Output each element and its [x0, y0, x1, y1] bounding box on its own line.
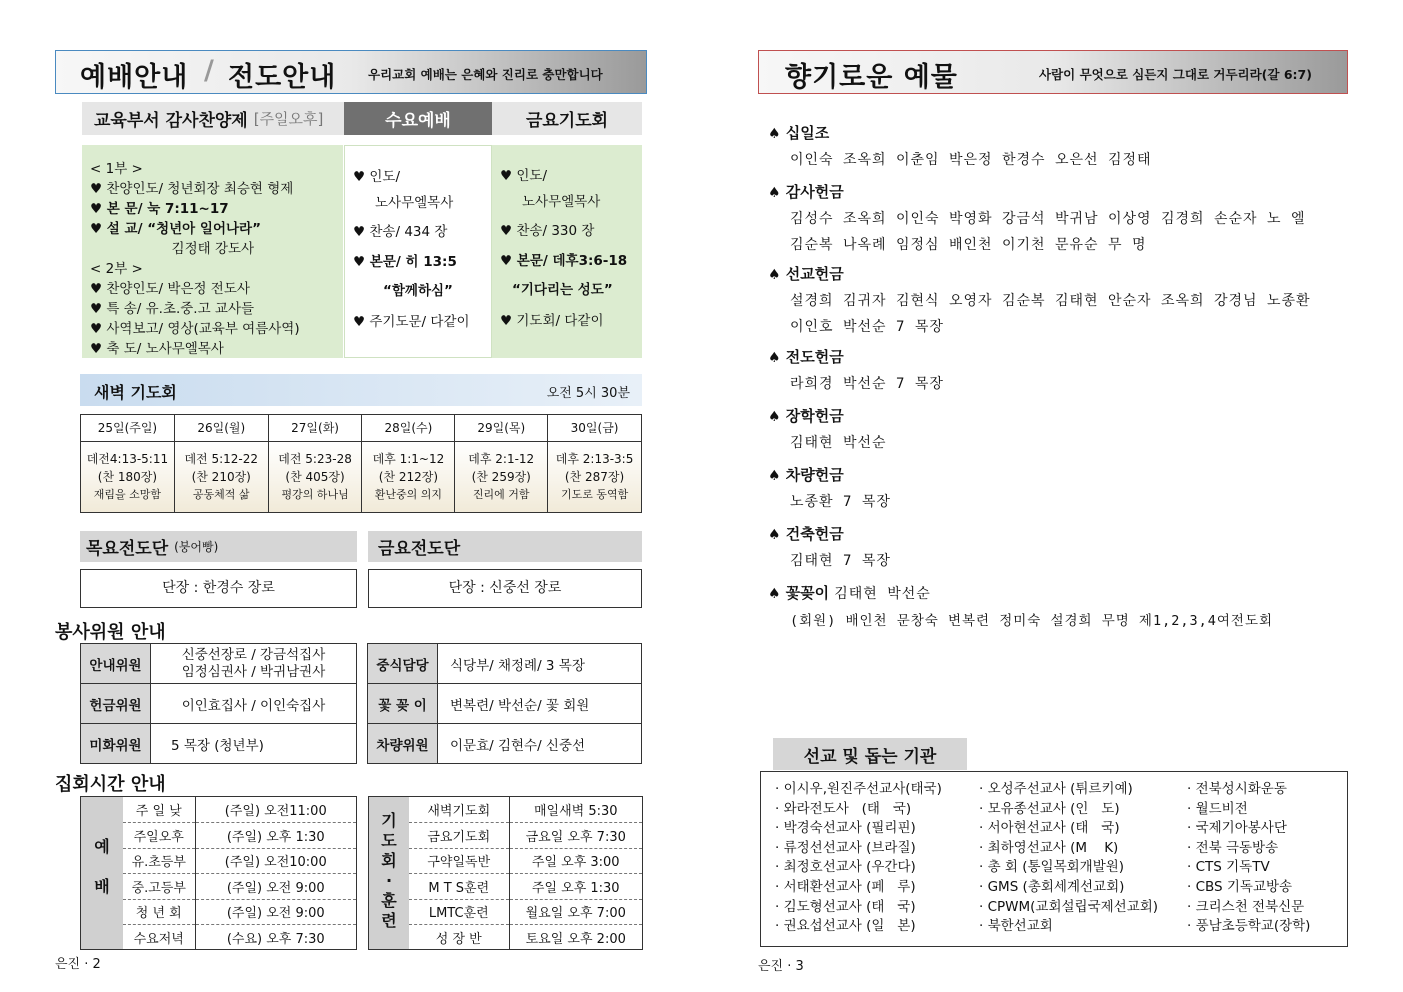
dawn-hymn: (찬 287장)	[564, 470, 625, 484]
offering-group	[768, 263, 1348, 346]
offering-names: 김태현 7 목장	[790, 553, 891, 569]
left-subtitle: 우리교회 예배는 은혜와 진리로 충만합니다	[368, 67, 603, 82]
offering-names: 설경희 김귀자 김현식 오영자 김순복 김태현 안순자 조옥희 강경님 노종환	[790, 293, 1311, 309]
spade-icon: ♠	[768, 409, 781, 425]
volunteer-value-line: 임정심권사 / 박귀남권사	[181, 663, 326, 680]
program-line: “기다리는 성도”	[512, 282, 613, 298]
friday-team-leader: 단장 : 신중선 장로	[368, 569, 642, 608]
meeting-name: 성 장 반	[409, 925, 509, 951]
org-item: · 국제기아봉사단	[1187, 820, 1287, 837]
program-line: ♥ 본문/ 히 13:5	[353, 254, 457, 270]
dawn-cell	[174, 442, 268, 513]
offering-heading-label: 감사헌금	[785, 183, 844, 201]
offering-heading	[768, 346, 1348, 367]
org-item: · 와라전도사 (태 국)	[775, 800, 912, 817]
spade-icon: ♠	[768, 185, 781, 201]
dawn-hymn: (찬 180장)	[97, 470, 158, 484]
program-line: ♥ 찬송/ 330 장	[500, 223, 595, 239]
volunteer-value-line: 신중선장로 / 강금석집사	[181, 646, 326, 663]
offering-names: 김태현 박선순	[790, 435, 887, 451]
offering-heading	[768, 523, 1348, 544]
orgs-column-1	[775, 780, 942, 937]
dawn-passage: 데전 5:23-28	[278, 452, 352, 466]
offering-heading-label: 십일조	[785, 124, 830, 142]
tab-friday-prayer: 금요기도회	[492, 102, 642, 135]
meeting-name: 주 일 낮	[123, 797, 195, 823]
spade-icon: ♠	[768, 468, 781, 484]
program-line: ♥ 본 문/ 눅 7:11~17	[90, 201, 229, 217]
meeting-name: LMTC훈련	[409, 899, 509, 925]
program-line: 김정태 강도사	[90, 241, 255, 257]
offering-group	[768, 464, 1348, 523]
dawn-prayer-table	[80, 414, 642, 513]
volunteer-value: 변복련/ 박선순/ 꽃 회원	[438, 684, 642, 724]
org-item: · 풍남초등학교(장학)	[1187, 918, 1311, 935]
program-column-1	[82, 145, 343, 358]
dawn-day: 25일(주일)	[81, 415, 175, 442]
worship-group-label: 예 배	[81, 797, 123, 949]
spade-icon: ♠	[768, 126, 781, 142]
offering-heading-label: 차량헌금	[785, 466, 844, 484]
spade-icon: ♠	[768, 527, 781, 543]
offering-heading	[768, 464, 1348, 485]
offering-names: 김순복 나옥례 임정심 배인천 이기천 문유순 무 명	[790, 237, 1147, 253]
offering-names: 이인호 박선순 7 목장	[790, 319, 944, 335]
org-item: · 최정호선교사 (우간다)	[775, 859, 916, 876]
program-line: ♥ 설 교/ “청년아 일어나라”	[90, 221, 261, 237]
thursday-team-leader: 단장 : 한경수 장로	[80, 569, 357, 608]
friday-team-header: 금요전도단	[368, 531, 642, 562]
program-line: ♥ 특 송/ 유.초.중.고 교사들	[90, 301, 255, 317]
dawn-passage: 데후 2:1-12	[468, 452, 535, 466]
left-title-box	[55, 50, 647, 94]
org-item: · 전북성시화운동	[1187, 781, 1287, 797]
org-item: · 오성주선교사 (튀르키예)	[979, 781, 1133, 797]
meeting-time: 금요일 오후 7:30	[509, 823, 642, 849]
right-subtitle: 사람이 무엇으로 심든지 그대로 거두리라(갈 6:7)	[1039, 67, 1312, 82]
volunteer-value: 이인효집사 / 이인숙집사	[151, 684, 357, 724]
dawn-prayer-title: 새벽 기도회	[94, 383, 177, 402]
org-item: · 김도형선교사 (태 국)	[775, 898, 916, 915]
volunteer-label: 꽃 꽂 이	[368, 684, 438, 724]
program-line: ♥ 주기도문/ 다같이	[353, 314, 470, 330]
program-line: ♥ 찬양인도/ 박은정 전도사	[90, 281, 250, 297]
program-line: ♥ 인도/	[353, 169, 401, 185]
org-item: · 류정선선교사 (브라질)	[775, 839, 916, 856]
offering-heading	[768, 263, 1348, 284]
volunteer-value: 이문효/ 김현수/ 신중선	[438, 724, 642, 764]
program-line: 노사무엘목사	[522, 194, 601, 210]
meeting-name: 새벽기도회	[409, 797, 509, 823]
flower-members: (회원) 배인천 문창숙 변복련 정미숙 설경희 무명 제1,2,3,4여전도회	[790, 613, 1274, 629]
flower-group	[768, 582, 1348, 629]
meeting-name: 청 년 회	[123, 899, 195, 925]
org-item: · CBS 기독교방송	[1187, 878, 1293, 895]
spade-icon: ♠	[768, 586, 781, 602]
offering-group	[768, 346, 1348, 405]
program-line: < 1부 >	[90, 161, 143, 177]
tab-thanks-praise-label: 교육부서 감사찬양제	[94, 111, 248, 131]
offering-heading	[768, 405, 1348, 426]
orgs-column-2	[979, 780, 1158, 937]
dawn-cell	[268, 442, 362, 513]
page-number-left: 은진 · 2	[55, 957, 101, 972]
program-line: ♥ 찬송/ 434 장	[353, 224, 448, 240]
dawn-cell	[362, 442, 455, 513]
dawn-passage: 데전 5:12-22	[184, 452, 259, 466]
org-item: · 권요섭선교사 (일 본)	[775, 918, 916, 935]
dawn-day: 30일(금)	[548, 415, 642, 442]
dawn-hymn: (찬 210장)	[191, 470, 251, 484]
dawn-day: 28일(수)	[362, 415, 455, 442]
org-item: · 최하영선교사 (M K)	[979, 839, 1119, 856]
org-item: · CTS 기독TV	[1187, 859, 1270, 876]
orgs-column-3	[1187, 780, 1310, 937]
orgs-box	[760, 771, 1348, 947]
offerings-list	[768, 122, 1348, 629]
volunteer-label: 헌금위원	[81, 684, 151, 724]
dawn-hymn: (찬 259장)	[471, 470, 531, 484]
tab-thanks-praise-sub: [주일오후]	[253, 110, 324, 128]
dawn-day: 29일(목)	[455, 415, 548, 442]
offering-names: 이인숙 조옥희 이춘임 박은정 한경수 오은선 김정태	[790, 152, 1152, 168]
dawn-theme: 기도로 동역함	[560, 488, 629, 501]
dawn-cell	[548, 442, 642, 513]
program-line: < 2부 >	[90, 261, 143, 277]
meeting-time: (주일) 오전 9:00	[195, 899, 356, 925]
program-line: 노사무엘목사	[375, 195, 454, 211]
org-item: · 박경숙선교사 (필리핀)	[775, 820, 916, 837]
volunteers-table-right	[367, 643, 642, 764]
meeting-name: 금요기도회	[409, 823, 509, 849]
dawn-theme: 환난중의 의지	[374, 488, 443, 501]
spade-icon: ♠	[768, 350, 781, 366]
program-column-3	[492, 145, 642, 358]
org-item: · 이시우,원진주선교사(태국)	[775, 781, 942, 797]
flower-heading-label: 꽃꽂이	[785, 584, 830, 602]
worship-times-box	[80, 796, 357, 950]
offering-names: 라희경 박선순 7 목장	[790, 376, 944, 392]
dawn-theme: 재림을 소망함	[93, 488, 162, 501]
org-item: · 월드비전	[1187, 800, 1248, 817]
meeting-time: (주일) 오후 1:30	[195, 823, 356, 849]
meeting-name: 수요저녁	[123, 925, 195, 951]
dawn-theme: 평강의 하나님	[281, 488, 349, 501]
orgs-header: 선교 및 돕는 기관	[773, 738, 967, 770]
meeting-name: 주일오후	[123, 823, 195, 849]
offering-heading-label: 건축헌금	[785, 525, 844, 543]
prayer-times-table	[409, 797, 642, 950]
dawn-day: 27일(화)	[268, 415, 362, 442]
meeting-name: M T S훈련	[409, 874, 509, 900]
dawn-passage: 데전4:13-5:11	[86, 452, 169, 466]
volunteer-label: 중식담당	[368, 644, 438, 684]
dawn-passage: 데후 2:13-3:5	[555, 452, 634, 466]
program-column-2	[344, 145, 492, 358]
org-item: · 총 회 (통일목회개발원)	[979, 859, 1125, 876]
right-title-box	[758, 50, 1348, 94]
offering-group	[768, 181, 1348, 263]
volunteer-value: 5 목장 (청년부)	[151, 724, 357, 764]
dawn-passage: 데후 1:1~12	[372, 452, 445, 466]
org-item: · 모유종선교사 (인 도)	[979, 800, 1120, 817]
thursday-team-title: 목요전도단	[86, 539, 169, 559]
org-item: · 전북 극동방송	[1187, 839, 1279, 856]
volunteer-value: 식당부/ 채정례/ 3 목장	[438, 644, 642, 684]
page-title-worship: 예배안내	[80, 62, 189, 93]
offering-names: 김성수 조옥희 이인숙 박영화 강금석 박귀남 이상영 김경희 손순자 노 엘	[790, 211, 1306, 227]
offering-heading-label: 장학헌금	[785, 407, 844, 425]
offering-heading-label: 전도헌금	[785, 348, 844, 366]
offering-heading	[768, 181, 1348, 202]
dawn-prayer-time: 오전 5시 30분	[546, 386, 630, 401]
tab-wednesday-worship: 수요예배	[344, 102, 492, 135]
dawn-theme: 공동체적 삶	[192, 488, 250, 501]
program-line: ♥ 기도회/ 다같이	[500, 313, 604, 329]
volunteers-table-left	[80, 643, 357, 764]
meeting-time: (수요) 오후 7:30	[226, 932, 325, 947]
page-number-right: 은진 · 3	[758, 959, 804, 974]
flower-heading	[768, 582, 1348, 603]
program-line: ♥ 본문/ 데후3:6-18	[500, 253, 628, 269]
org-item: · 크리스천 전북신문	[1187, 898, 1305, 915]
org-item: · CPWM(교회설립국제선교회)	[979, 898, 1159, 915]
title-separator: /	[204, 55, 215, 86]
worship-times-table	[123, 797, 356, 950]
meeting-time: 토요일 오후 2:00	[525, 932, 626, 947]
dawn-prayer-header	[80, 374, 642, 406]
meeting-time: 주일 오후 3:00	[509, 848, 642, 874]
org-item: · 서아현선교사 (태 국)	[979, 820, 1120, 837]
program-line: ♥ 인도/	[500, 168, 548, 184]
volunteer-label: 안내위원	[81, 644, 151, 684]
program-line: ♥ 사역보고/ 영상(교육부 여름사역)	[90, 321, 300, 337]
meeting-time: 주일 오후 1:30	[509, 874, 642, 900]
prayer-times-box	[368, 796, 643, 950]
thursday-team-header	[80, 531, 357, 562]
org-item: · 서태환선교사 (페 루)	[775, 878, 916, 895]
offering-group	[768, 122, 1348, 181]
program-line: ♥ 축 도/ 노사무엘목사	[90, 341, 224, 357]
meeting-name: 유.초등부	[123, 848, 195, 874]
page-title-offerings: 향기로운 예물	[785, 62, 958, 93]
org-item: · 북한선교회	[979, 918, 1053, 935]
meeting-time: 월요일 오후 7:00	[509, 899, 642, 925]
program-line: ♥ 찬양인도/ 청년회장 최승현 형제	[90, 181, 294, 197]
volunteer-label: 미화위원	[81, 724, 151, 764]
meeting-time: 매일새벽 5:30	[509, 797, 642, 823]
org-item: · GMS (총회세계선교회)	[979, 878, 1125, 895]
offering-heading-label: 선교헌금	[785, 265, 844, 283]
spade-icon: ♠	[768, 267, 781, 283]
offering-heading	[768, 122, 1348, 143]
volunteers-title: 봉사위원 안내	[55, 622, 166, 643]
offering-group	[768, 405, 1348, 464]
flower-names: 김태현 박선순	[834, 586, 931, 602]
dawn-cell	[455, 442, 548, 513]
meeting-time: (주일) 오전 9:00	[195, 874, 356, 900]
page-title-evangelism: 전도안내	[228, 62, 337, 93]
dawn-hymn: (찬 212장)	[378, 470, 439, 484]
volunteer-label: 차량위원	[368, 724, 438, 764]
dawn-theme: 진리에 거함	[472, 488, 530, 501]
offering-names: 노종환 7 목장	[790, 494, 891, 510]
program-line: “함께하심”	[383, 283, 453, 299]
meeting-time: (주일) 오전10:00	[195, 848, 356, 874]
meetings-title: 집회시간 안내	[55, 774, 166, 795]
dawn-day: 26일(월)	[174, 415, 268, 442]
meeting-name: 중.고등부	[123, 874, 195, 900]
prayer-group-label: 기 도 회 · 훈 련	[369, 797, 409, 949]
volunteer-value	[151, 644, 357, 684]
tab-thanks-praise	[82, 102, 344, 135]
thursday-team-note: (붕어빵)	[174, 540, 219, 554]
meeting-time: (주일) 오전11:00	[195, 797, 356, 823]
dawn-hymn: (찬 405장)	[285, 470, 345, 484]
offering-group	[768, 523, 1348, 582]
meeting-name: 구약일독반	[409, 848, 509, 874]
dawn-cell	[81, 442, 175, 513]
